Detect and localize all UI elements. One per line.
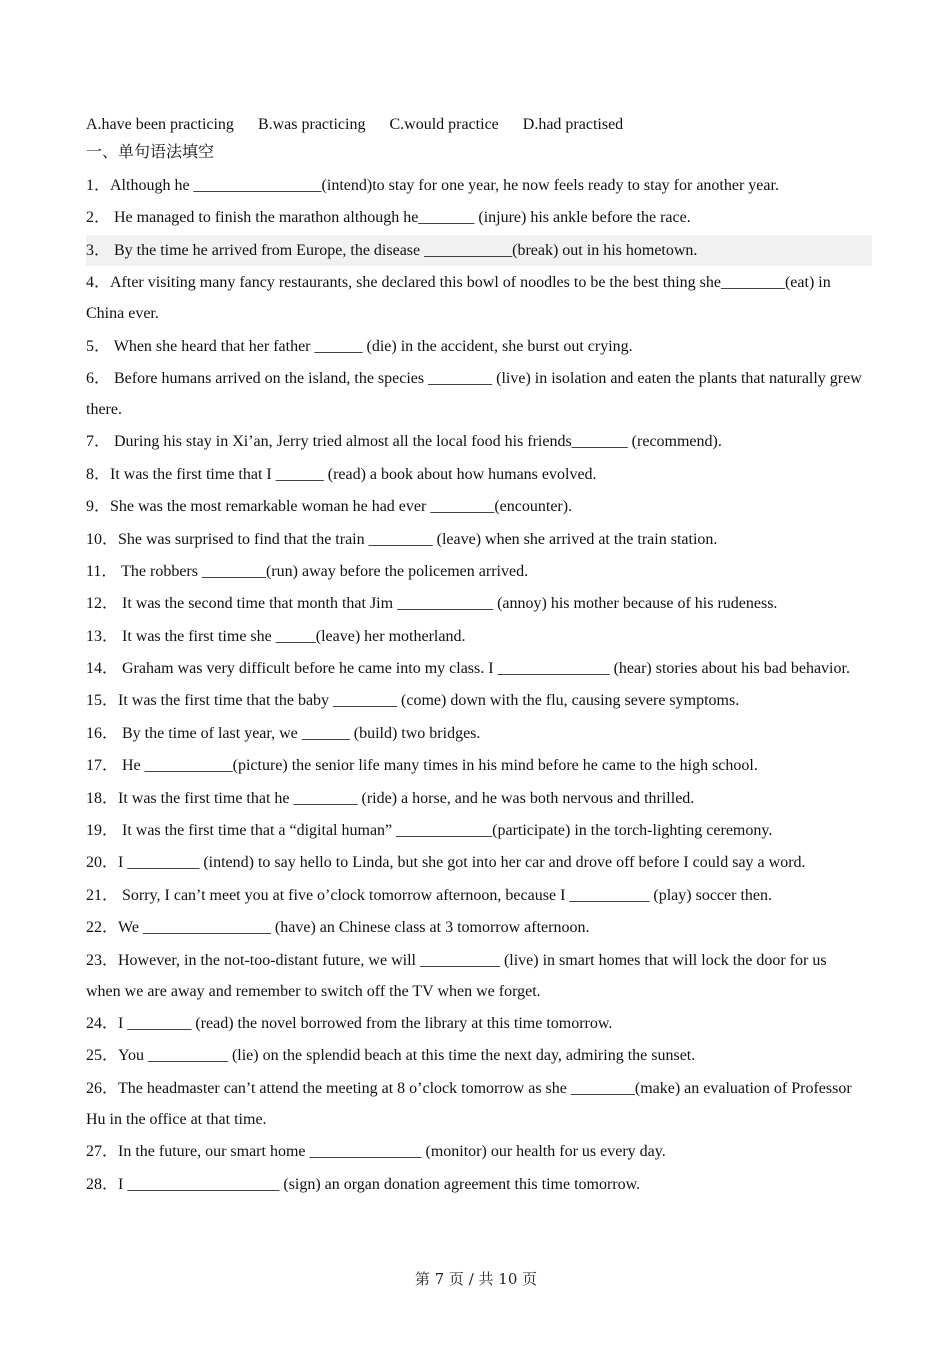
- question-3: 3． By the time he arrived from Europe, the disease ___________(break) out in his hometown.: [86, 235, 872, 266]
- option-a: A.have been practicing: [86, 116, 234, 133]
- question-27: 27．In the future, our smart home ______________ (monitor) our health for us every day.: [86, 1143, 666, 1161]
- question-17: 17． He ___________(picture) the senior life many times in his mind before he came to the high school.: [86, 757, 758, 775]
- option-b: B.was practicing: [257, 116, 366, 133]
- question-15: 15．It was the first time that the baby ________ (come) down with the flu, causing severe symptoms.: [86, 692, 740, 710]
- question-26: 26．The headmaster can’t attend the meeting at 8 o’clock tomorrow as she ________(make) an evaluation of Professor Hu in the office at that time.: [86, 1079, 852, 1128]
- question-22: 22．We ________________ (have) an Chinese class at 3 tomorrow afternoon.: [86, 919, 590, 937]
- question-9: 9．She was the most remarkable woman he had ever ________(encounter).: [86, 498, 573, 516]
- question-7: 7． During his stay in Xi’an, Jerry tried almost all the local food his friends_______ (recommend).: [86, 433, 722, 451]
- section-title: 一、单句语法填空: [86, 142, 215, 161]
- answer-options: [86, 112, 868, 138]
- question-10: 10．She was surprised to find that the train ________ (leave) when she arrived at the train station.: [86, 530, 718, 548]
- question-14: 14． Graham was very difficult before he came into my class. I ______________ (hear) stories about his bad behavior.: [86, 660, 850, 678]
- question-28: 28．I ___________________ (sign) an organ donation agreement this time tomorrow.: [86, 1175, 641, 1193]
- question-20: 20．I _________ (intend) to say hello to Linda, but she got into her car and drove off before I could say a word.: [86, 854, 806, 872]
- option-c: C.would practice: [389, 116, 499, 133]
- question-24: 24．I ________ (read) the novel borrowed from the library at this time tomorrow.: [86, 1014, 613, 1032]
- question-13: 13． It was the first time she _____(leave) her motherland.: [86, 627, 466, 645]
- question-6: 6． Before humans arrived on the island, the species ________ (live) in isolation and eaten the plants that naturally grew there.: [86, 369, 862, 418]
- question-25: 25．You __________ (lie) on the splendid beach at this time the next day, admiring the sunset.: [86, 1047, 696, 1065]
- question-8: 8．It was the first time that I ______ (read) a book about how humans evolved.: [86, 465, 597, 483]
- question-2: 2． He managed to finish the marathon although he_______ (injure) his ankle before the race.: [86, 209, 691, 227]
- page-content: [86, 112, 868, 1201]
- question-5: 5． When she heard that her father ______ (die) in the accident, she burst out crying.: [86, 337, 633, 355]
- question-23: 23．However, in the not-too-distant future, we will __________ (live) in smart homes that will lock the door for us when we are away and remember to switch off the TV when we forget.: [86, 951, 827, 1000]
- question-19: 19． It was the first time that a “digital human” ____________(participate) in the torch-lighting ceremony.: [86, 822, 773, 840]
- question-18: 18．It was the first time that he ________ (ride) a horse, and he was both nervous and thrilled.: [86, 789, 695, 807]
- question-list: [86, 170, 868, 1200]
- question-4: 4．After visiting many fancy restaurants, she declared this bowl of noodles to be the best thing she________(eat) in China ever.: [86, 274, 831, 323]
- page-footer: 第 7 页 / 共 10 页: [414, 1270, 538, 1288]
- question-16: 16． By the time of last year, we ______ (build) two bridges.: [86, 724, 481, 742]
- option-d: D.had practised: [522, 116, 624, 133]
- question-1: 1．Although he ________________(intend)to stay for one year, he now feels ready to stay for another year.: [86, 177, 779, 194]
- question-11: 11． The robbers ________(run) away before the policemen arrived.: [86, 562, 529, 580]
- question-21: 21． Sorry, I can’t meet you at five o’clock tomorrow afternoon, because I __________ (play) soccer then.: [86, 886, 772, 904]
- question-12: 12． It was the second time that month that Jim ____________ (annoy) his mother because of his rudeness.: [86, 595, 778, 613]
